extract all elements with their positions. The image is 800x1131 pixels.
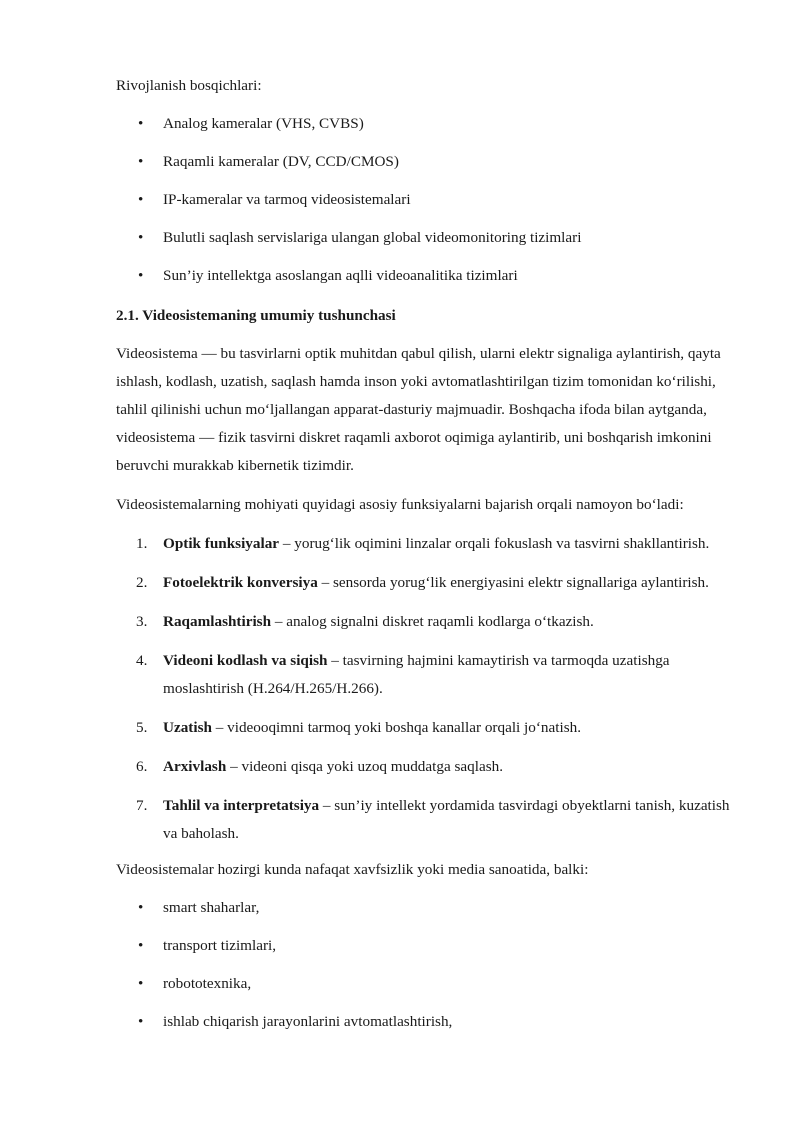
- list-item-text: robototexnika,: [163, 975, 252, 992]
- applications-intro: Videosistemalar hozirgi kunda nafaqat xavfsizlik yoki media sanoatida, balki:: [116, 861, 589, 878]
- function-desc: – videooqimni tarmoq yoki boshqa kanallar orqali jo‘natish.: [211, 719, 582, 736]
- function-term: Optik funksiyalar: [163, 535, 280, 552]
- function-term: Arxivlash: [163, 758, 227, 775]
- applications-list: [116, 894, 746, 1046]
- item-number: 6.: [136, 758, 148, 775]
- stages-list: [116, 110, 746, 300]
- bullet-marker: •: [138, 153, 144, 170]
- bullet-marker: •: [138, 191, 144, 208]
- function-term: Raqamlashtirish: [163, 613, 272, 630]
- list-item: [116, 970, 746, 998]
- item-number: 7.: [136, 797, 148, 814]
- item-number: 4.: [136, 652, 148, 669]
- list-item: [116, 647, 746, 703]
- item-number: 3.: [136, 613, 148, 630]
- definition-paragraph: Videosistema — bu tasvirlarni optik muhitdan qabul qilish, ularni elektr signaliga aylantirish, qayta ishlash, kodlash, uzatish, saqlash hamda inson yoki avtomatlashtirilgan tizim tomonidan ko‘rilishi, tahlil qilinishi uchun mo‘ljallangan apparat-dasturiy majmuadir. Boshqacha ifoda bilan aytganda, videosistema — fizik tasvirni diskret raqamli axborot oqimiga aylantirib, uni boshqarish imkonini beruvchi murakkab kibernetik tizimdir.: [116, 345, 721, 474]
- list-item: [116, 262, 746, 290]
- list-item: [116, 714, 746, 742]
- list-item-text: ishlab chiqarish jarayonlarini avtomatlashtirish,: [163, 1013, 453, 1030]
- list-item-text: Sun’iy intellektga asoslangan aqlli videoanalitika tizimlari: [163, 267, 518, 284]
- bullet-marker: •: [138, 267, 144, 284]
- list-item: [116, 186, 746, 214]
- function-term: Videoni kodlash va siqish: [163, 652, 328, 669]
- function-desc: – sensorda yorug‘lik energiyasini elektr signallariga aylantirish.: [317, 574, 709, 591]
- function-desc: – tasvirning hajmini kamaytirish va tarmoqda uzatishga moslashtirish (H.264/H.265/H.266).: [163, 652, 670, 697]
- list-item: [116, 110, 746, 138]
- functions-list: [116, 530, 746, 859]
- list-item-text: transport tizimlari,: [163, 937, 277, 954]
- functions-intro: Videosistemalarning mohiyati quyidagi asosiy funksiyalarni bajarish orqali namoyon bo‘ladi:: [116, 496, 684, 513]
- list-item-text: Raqamli kameralar (DV, CCD/CMOS): [163, 153, 399, 170]
- section-title: 2.1. Videosistemaning umumiy tushunchasi: [116, 307, 396, 324]
- list-item: [116, 1008, 746, 1036]
- list-item: [116, 569, 746, 597]
- bullet-marker: •: [138, 1013, 144, 1030]
- bullet-marker: •: [138, 115, 144, 132]
- bullet-marker: •: [138, 937, 144, 954]
- bullet-marker: •: [138, 899, 144, 916]
- function-desc: – videoni qisqa yoki uzoq muddatga saqlash.: [226, 758, 504, 775]
- list-item: [116, 148, 746, 176]
- list-item-text: smart shaharlar,: [163, 899, 260, 916]
- list-item: [116, 530, 746, 558]
- item-number: 2.: [136, 574, 148, 591]
- list-item-text: IP-kameralar va tarmoq videosistemalari: [163, 191, 411, 208]
- function-desc: – sun’iy intellekt yordamida tasvirdagi obyektlarni tanish, kuzatish va baholash.: [163, 797, 730, 842]
- list-item-text: Bulutli saqlash servislariga ulangan global videomonitoring tizimlari: [163, 229, 582, 246]
- list-item: [116, 608, 746, 636]
- list-item-text: Analog kameralar (VHS, CVBS): [163, 115, 364, 132]
- stages-heading: Rivojlanish bosqichlari:: [116, 77, 262, 94]
- list-item: [116, 894, 746, 922]
- item-number: 1.: [136, 535, 148, 552]
- list-item: [116, 792, 746, 848]
- function-term: Fotoelektrik konversiya: [163, 574, 318, 591]
- bullet-marker: •: [138, 975, 144, 992]
- function-desc: – analog signalni diskret raqamli kodlarga o‘tkazish.: [271, 613, 594, 630]
- item-number: 5.: [136, 719, 148, 736]
- list-item: [116, 224, 746, 252]
- function-term: Tahlil va interpretatsiya: [163, 797, 320, 814]
- function-desc: – yorug‘lik oqimini linzalar orqali fokuslash va tasvirni shakllantirish.: [279, 535, 710, 552]
- list-item: [116, 753, 746, 781]
- list-item: [116, 932, 746, 960]
- bullet-marker: •: [138, 229, 144, 246]
- function-term: Uzatish: [163, 719, 212, 736]
